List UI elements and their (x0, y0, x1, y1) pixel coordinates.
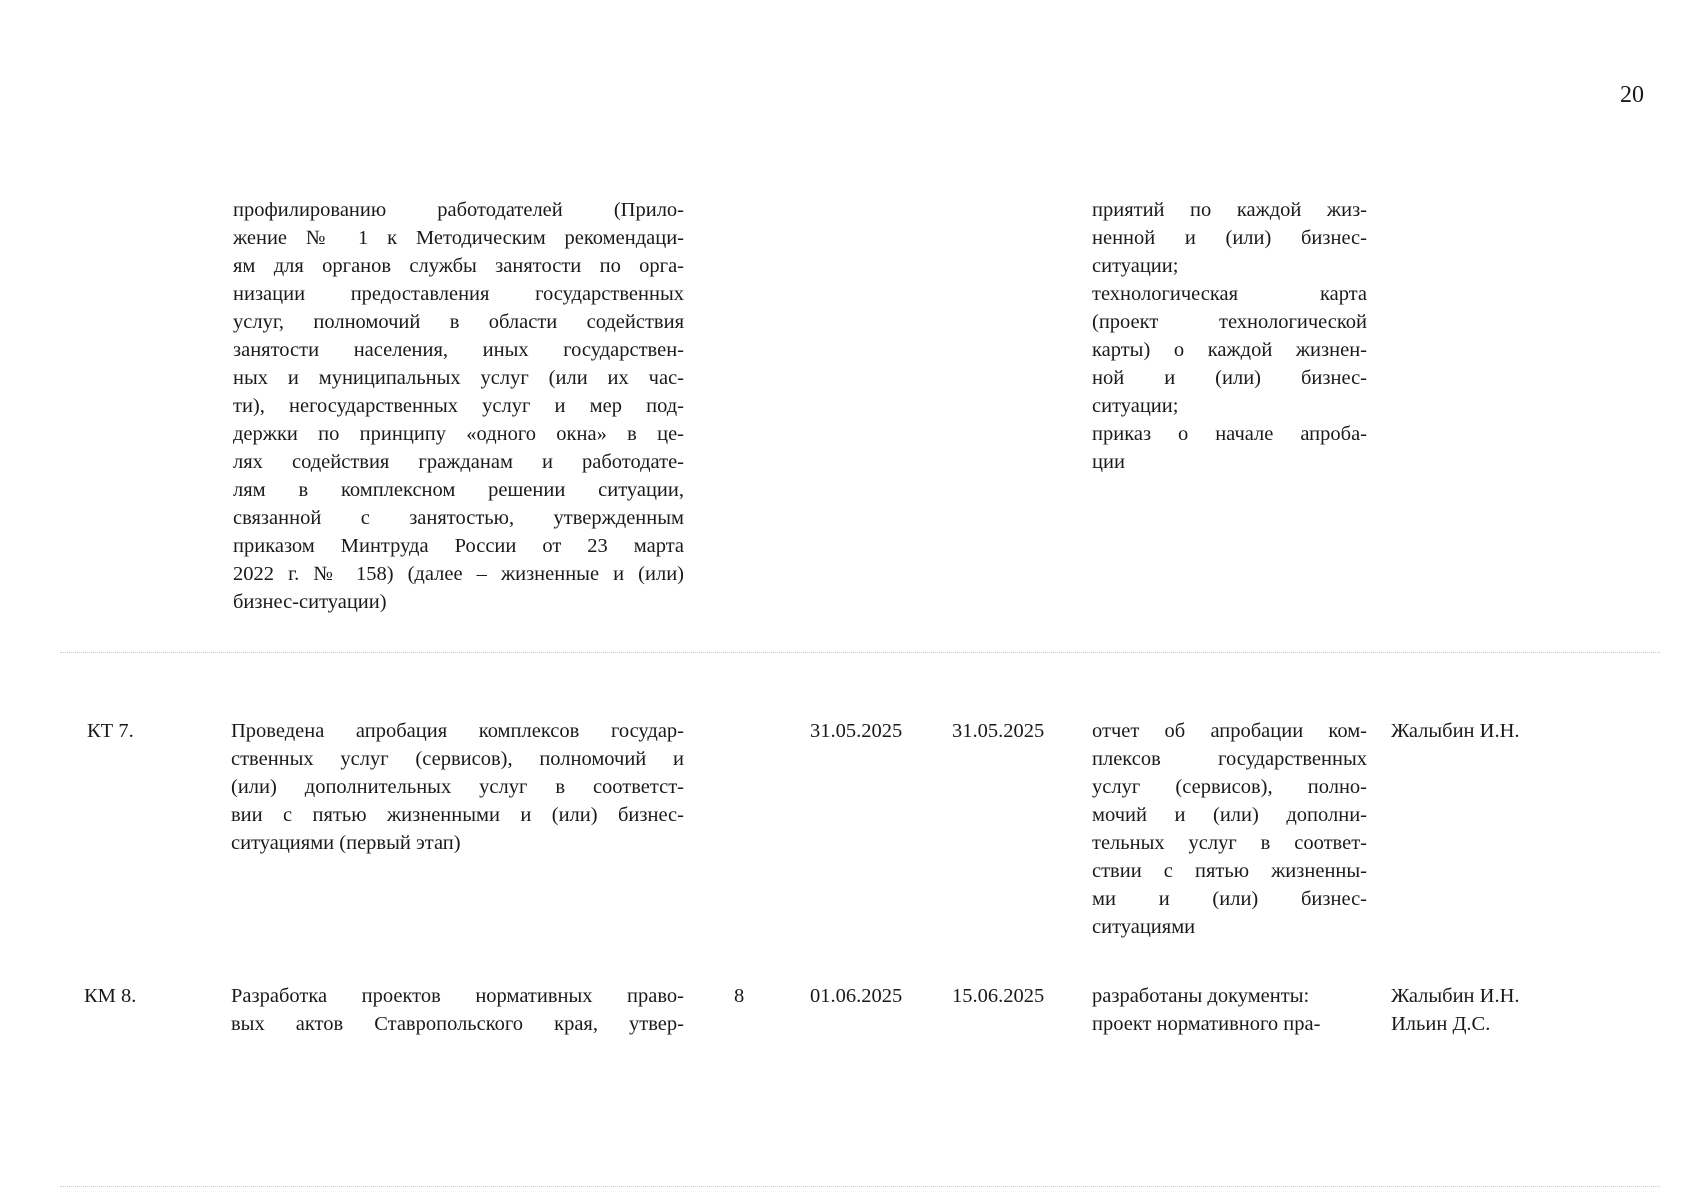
page-bottom-edge (60, 1186, 1660, 1187)
text-line: ситуациями (1092, 916, 1196, 938)
text-line: связанной с занятостью, утвержденным (233, 507, 684, 529)
text-line: плексов государственных (1092, 748, 1367, 770)
row-responsible: Жалыбин И.Н. (1391, 720, 1520, 742)
text-line: ситуациями (первый этап) (231, 832, 461, 854)
text-line: ситуации; (1092, 395, 1179, 417)
text-line: 2022 г. № 158) (далее – жизненные и (или) (233, 563, 684, 585)
row-end-date: 31.05.2025 (952, 720, 1045, 742)
text-line: лям в комплексном решении ситуации, (233, 479, 684, 501)
text-line: профилированию работодателей (Прило- (233, 199, 684, 221)
text-line: вии с пятью жизненными и (или) бизнес- (231, 804, 684, 826)
text-line: (или) дополнительных услуг в соответст- (231, 776, 684, 798)
text-line: держки по принципу «одного окна» в це- (233, 423, 684, 445)
text-line: услуг (сервисов), полно- (1092, 776, 1367, 798)
row-start-date: 31.05.2025 (810, 720, 903, 742)
text-line: ственных услуг (сервисов), полномочий и (231, 748, 684, 770)
row-code: КМ 8. (84, 985, 137, 1007)
text-line: ствии с пятью жизненны- (1092, 860, 1367, 882)
cont-result (1092, 196, 1367, 476)
text-line: жение № 1 к Методическим рекомендаци- (233, 227, 684, 249)
text-line: тельных услуг в соответ- (1092, 832, 1367, 854)
text-line: отчет об апробации ком- (1092, 720, 1367, 742)
text-line: ти), негосударственных услуг и мер под- (233, 395, 684, 417)
text-line: приказом Минтруда России от 23 марта (233, 535, 684, 557)
row-description (231, 717, 684, 857)
text-line: Ильин Д.С. (1391, 1013, 1491, 1035)
text-line: бизнес-ситуации) (233, 591, 387, 613)
text-line: вых актов Ставропольского края, утвер- (231, 1013, 684, 1035)
text-line: (проект технологической (1092, 311, 1367, 333)
text-line: ям для органов службы занятости по орга- (233, 255, 684, 277)
text-line: приказ о начале апроба- (1092, 423, 1367, 445)
text-line: Проведена апробация комплексов государ- (231, 720, 684, 742)
text-line: лях содействия гражданам и работодате- (233, 451, 684, 473)
text-line: проект нормативного пра- (1092, 1013, 1321, 1035)
text-line: услуг, полномочий в области содействия (233, 311, 684, 333)
row-code: КТ 7. (87, 720, 134, 742)
text-line: ненной и (или) бизнес- (1092, 227, 1367, 249)
text-line: разработаны документы: (1092, 985, 1310, 1007)
text-line: низации предоставления государственных (233, 283, 684, 305)
row-start-date: 01.06.2025 (810, 985, 903, 1007)
text-line: ной и (или) бизнес- (1092, 367, 1367, 389)
row-responsible (1391, 982, 1520, 1038)
row-result (1092, 982, 1367, 1038)
row-description (231, 982, 684, 1038)
text-line: технологическая карта (1092, 283, 1367, 305)
row-divider (60, 652, 1660, 653)
row-result (1092, 717, 1367, 941)
text-line: ми и (или) бизнес- (1092, 888, 1367, 910)
text-line: занятости населения, иных государствен- (233, 339, 684, 361)
text-line: ситуации; (1092, 255, 1179, 277)
text-line: ных и муниципальных услуг (или их час- (233, 367, 684, 389)
page-number: 20 (1620, 82, 1644, 108)
text-line: карты) о каждой жизнен- (1092, 339, 1367, 361)
row-number: 8 (734, 985, 745, 1007)
text-line: Разработка проектов нормативных право- (231, 985, 684, 1007)
cont-description (233, 196, 684, 616)
text-line: Жалыбин И.Н. (1391, 985, 1520, 1007)
text-line: приятий по каждой жиз- (1092, 199, 1367, 221)
row-end-date: 15.06.2025 (952, 985, 1045, 1007)
text-line: мочий и (или) дополни- (1092, 804, 1367, 826)
text-line: ции (1092, 451, 1125, 473)
